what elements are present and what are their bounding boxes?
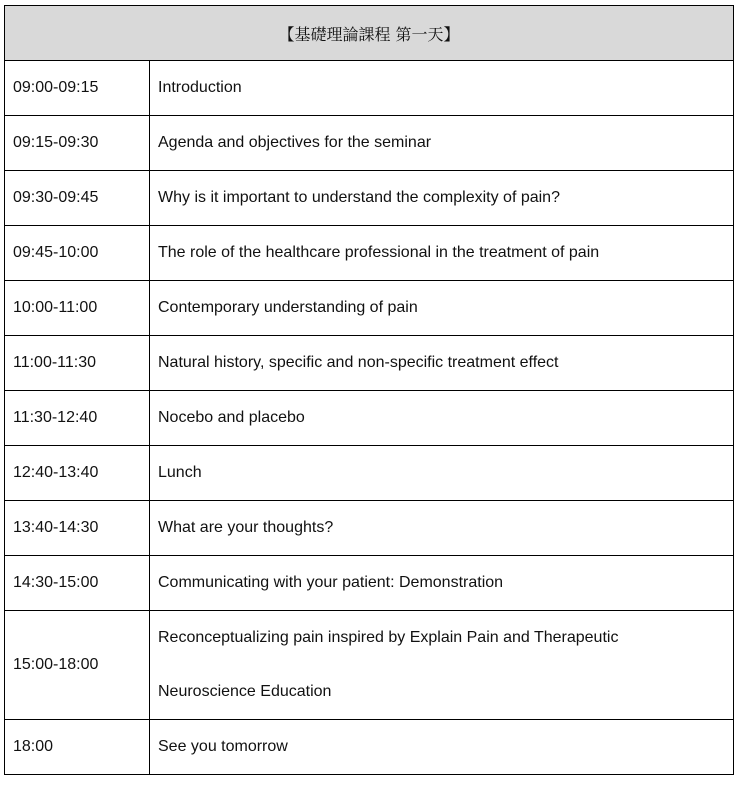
table-header-row [5, 6, 734, 61]
table-row [5, 611, 734, 720]
time-cell: 12:40-13:40 [5, 446, 150, 501]
topic-cell: Communicating with your patient: Demonstration [150, 556, 734, 611]
time-cell: 09:00-09:15 [5, 61, 150, 116]
time-cell: 10:00-11:00 [5, 281, 150, 336]
time-cell: 13:40-14:30 [5, 501, 150, 556]
topic-cell: Introduction [150, 61, 734, 116]
table-row [5, 336, 734, 391]
time-cell: 18:00 [5, 720, 150, 775]
topic-cell: See you tomorrow [150, 720, 734, 775]
topic-cell [150, 611, 734, 720]
table-row [5, 171, 734, 226]
table-row [5, 501, 734, 556]
time-cell: 09:30-09:45 [5, 171, 150, 226]
table-title: 【基礎理論課程 第一天】 [5, 6, 734, 61]
topic-cell: What are your thoughts? [150, 501, 734, 556]
table-row [5, 116, 734, 171]
topic-cell: Why is it important to understand the complexity of pain? [150, 171, 734, 226]
table-row [5, 226, 734, 281]
table-row [5, 391, 734, 446]
table-row [5, 720, 734, 775]
table-row [5, 556, 734, 611]
topic-cell: Natural history, specific and non-specific treatment effect [150, 336, 734, 391]
topic-line: Neuroscience Education [158, 683, 332, 700]
time-cell: 15:00-18:00 [5, 611, 150, 720]
topic-cell: Contemporary understanding of pain [150, 281, 734, 336]
time-cell: 11:30-12:40 [5, 391, 150, 446]
topic-cell: The role of the healthcare professional in the treatment of pain [150, 226, 734, 281]
time-cell: 09:45-10:00 [5, 226, 150, 281]
table-row [5, 61, 734, 116]
table-row [5, 281, 734, 336]
schedule-table [4, 5, 734, 775]
topic-cell: Lunch [150, 446, 734, 501]
time-cell: 09:15-09:30 [5, 116, 150, 171]
topic-cell: Nocebo and placebo [150, 391, 734, 446]
table-row [5, 446, 734, 501]
topic-cell: Agenda and objectives for the seminar [150, 116, 734, 171]
time-cell: 14:30-15:00 [5, 556, 150, 611]
topic-line: Reconceptualizing pain inspired by Explain Pain and Therapeutic [158, 629, 619, 646]
time-cell: 11:00-11:30 [5, 336, 150, 391]
